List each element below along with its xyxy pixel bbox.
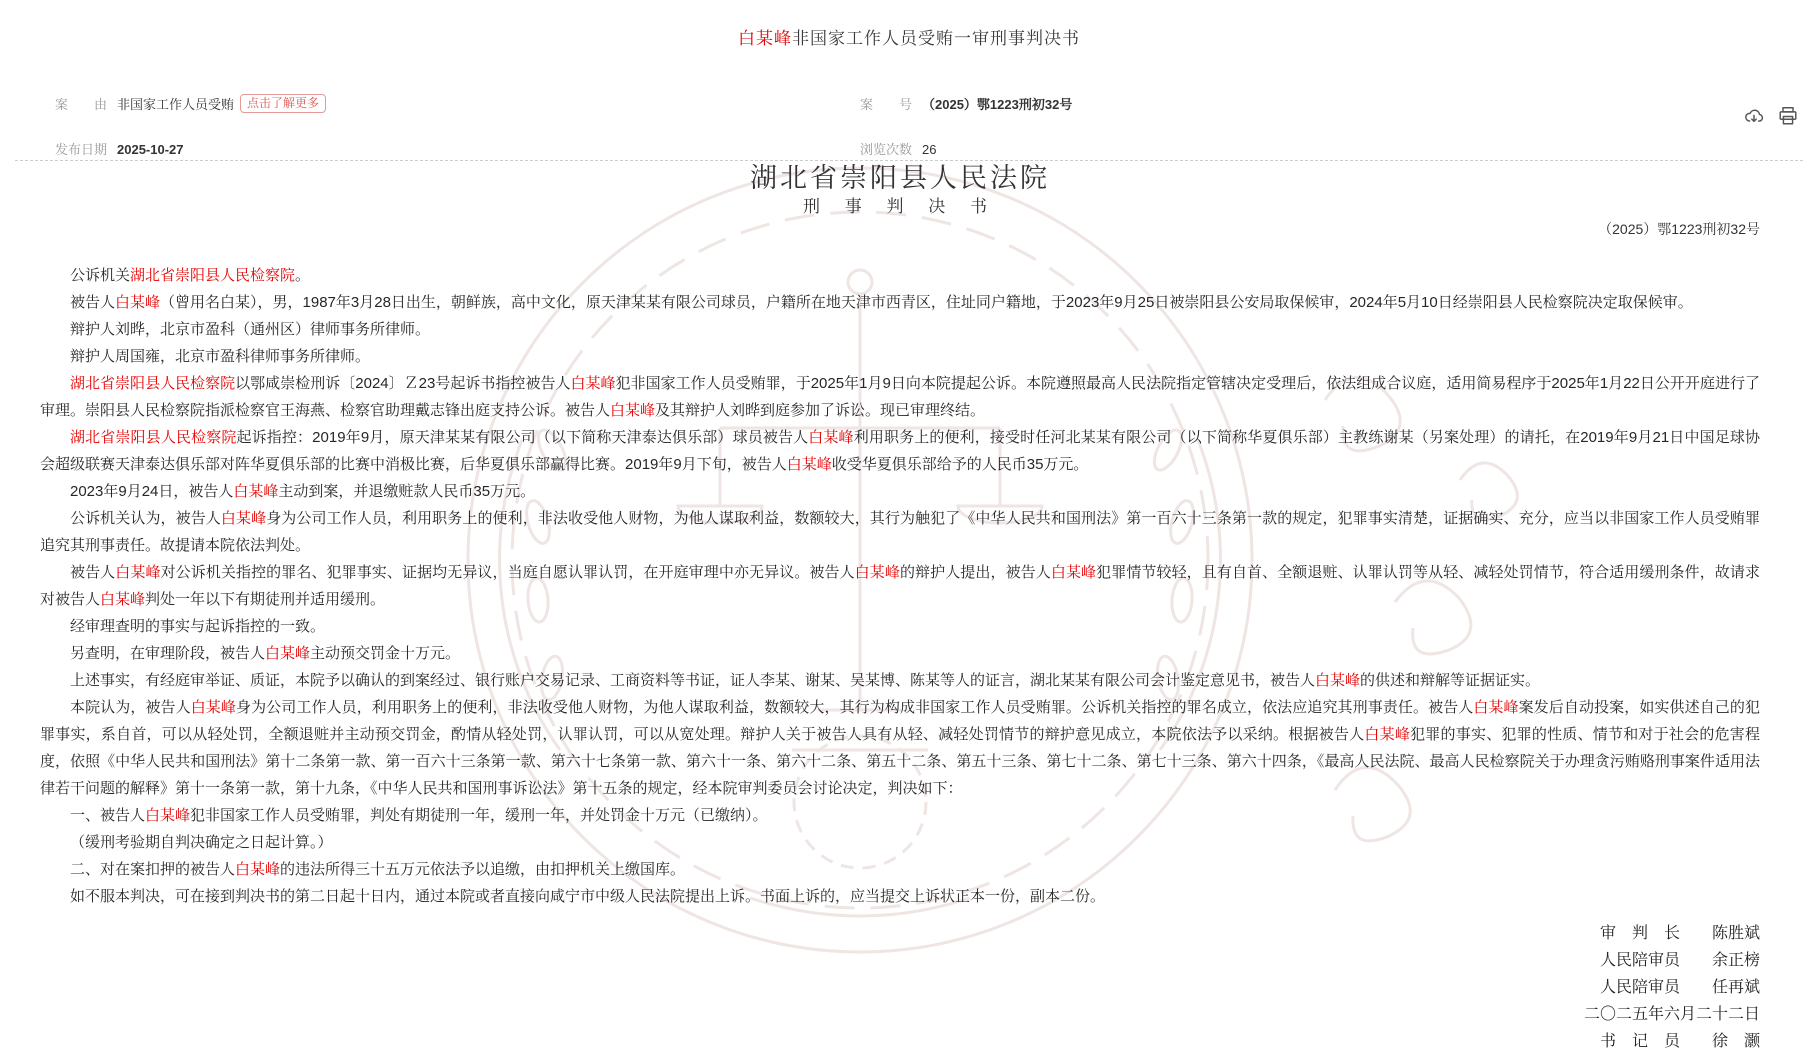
judgment-paragraph: 本院认为，被告人白某峰身为公司工作人员，利用职务上的便利，非法收受他人财物，为他人谋取利益，数额较大，其行为构成非国家工作人员受贿罪。公诉机关指控的罪名成立，依法应追究其刑事责任。被告人白某峰案发后自动投案，如实供述自己的犯罪事实，系自首，可以从轻处罚，全额退赃并主动预交罚金，酌情从轻处罚，认罪认罚，可以从宽处理。辩护人关于被告人具有从轻、减轻处罚情节的辩护意见成立，本院依法予以采纳。根据被告人白某峰犯罪的事实、犯罪的性质、情节和对于社会的危害程度，依照《中华人民共和国刑法》第十二条第一款、第一百六十三条第一款、第六十七条第一款、第六十一条、第六十二条、第五十二条、第五十三条、第七十二条、第七十三条、第六十四条，《最高人民法院、最高人民检察院关于办理贪污贿赂刑事案件适用法律若干问题的解释》第十一条第一款，第十九条，《中华人民共和国刑事诉讼法》第十五条的规定，经本院审判委员会讨论决定，判决如下： <box>40 699 1760 797</box>
judgment-paragraph: 湖北省崇阳县人民检察院起诉指控：2019年9月，原天津某某有限公司（以下简称天津泰达俱乐部）球员被告人白某峰利用职务上的便利，接受时任河北某某有限公司（以下简称华夏俱乐部）主教练谢某（另案处理）的请托，在2019年9月21日中国足球协会超级联赛天津泰达俱乐部对阵华夏俱乐部的比赛中消极比赛，后华夏俱乐部赢得比赛。2019年9月下旬，被告人白某峰收受华夏俱乐部给予的人民币35万元。 <box>40 429 1760 473</box>
judgment-document <box>40 162 1760 1055</box>
signature-gap <box>1680 952 1712 969</box>
judgment-paragraph: （缓刑考验期自判决确定之日起计算。） <box>70 834 333 851</box>
judgment-paragraph: 湖北省崇阳县人民检察院以鄂咸崇检刑诉〔2024〕Ｚ23号起诉书指控被告人白某峰犯非国家工作人员受贿罪，于2025年1月9日向本院提起公诉。本院遵照最高人民法院指定管辖决定受理后，依法组成合议庭，适用简易程序于2025年1月22日公开开庭进行了审理。崇阳县人民检察院指派检察官王海燕、检察官助理戴志锋出庭支持公诉。被告人白某峰及其辩护人刘晔到庭参加了诉讼。现已审理终结。 <box>40 375 1760 419</box>
highlighted-name: 白某峰 <box>190 699 236 716</box>
print-icon[interactable] <box>1776 104 1800 128</box>
signature-judge-line <box>40 920 1760 947</box>
signature-gap <box>1680 979 1712 996</box>
views-row <box>860 139 936 158</box>
highlighted-name: 白某峰 <box>115 294 161 311</box>
signature-name: 任再斌 <box>1711 979 1760 996</box>
judgment-paragraph: 经审理查明的事实与起诉指控的一致。 <box>70 618 326 635</box>
court-name: 湖北省崇阳县人民法院 <box>750 163 1050 193</box>
case-number-value: （2025）鄂1223刑初32号 <box>922 97 1073 112</box>
document-type: 刑 事 判 决 书 <box>803 197 997 216</box>
page-title-rest: 非国家工作人员受贿一审刑事判决书 <box>792 29 1080 48</box>
judgment-paragraph: 公诉机关湖北省崇阳县人民检察院。 <box>70 267 311 284</box>
publish-date-label: 发布日期 <box>55 142 108 157</box>
judgment-paragraph: 另查明，在审理阶段，被告人白某峰主动预交罚金十万元。 <box>70 645 461 662</box>
publish-date-row <box>55 139 184 158</box>
highlighted-name: 白某峰 <box>235 861 281 878</box>
judgment-paragraph: 二、对在案扣押的被告人白某峰的违法所得三十五万元依法予以追缴，由扣押机关上缴国库。 <box>70 861 686 878</box>
highlighted-name: 白某峰 <box>1473 699 1519 716</box>
highlighted-name: 白某峰 <box>115 564 161 581</box>
signature-name: 陈胜斌 <box>1711 925 1760 942</box>
signature-role: 审 判 长 <box>1599 925 1680 942</box>
highlighted-name: 白某峰 <box>610 402 656 419</box>
highlighted-name: 白某峰 <box>808 429 854 446</box>
highlighted-name: 白某峰 <box>786 456 832 473</box>
views-label: 浏览次数 <box>860 142 913 157</box>
highlighted-name: 白某峰 <box>220 510 267 527</box>
signature-gap <box>1680 925 1712 942</box>
highlighted-name: 白某峰 <box>854 564 900 581</box>
signature-clerk-line <box>40 1028 1760 1055</box>
signature-judge-line <box>40 947 1760 974</box>
signature-name: 徐 灏 <box>1711 1033 1760 1050</box>
metadata-divider <box>15 160 1803 161</box>
judgment-paragraph: 被告人白某峰（曾用名白某），男，1987年3月28日出生，朝鲜族，高中文化，原天津某某有限公司球员，户籍所在地天津市西青区，住址同户籍地，于2023年9月25日被崇阳县公安局取保候审，2024年5月10日经崇阳县人民检察院决定取保候审。 <box>70 294 1693 311</box>
views-value: 26 <box>922 142 937 157</box>
signature-judge-line <box>40 974 1760 1001</box>
signature-name: 余正榜 <box>1711 952 1760 969</box>
judgment-paragraph: 一、被告人白某峰犯非国家工作人员受贿罪，判处有期徒刑一年，缓刑一年，并处罚金十万元（已缴纳）。 <box>70 807 768 824</box>
judgment-paragraphs <box>40 262 1760 910</box>
case-number-row <box>860 94 1072 113</box>
case-number-label: 案 号 <box>860 97 913 112</box>
case-reason-row <box>55 94 326 113</box>
document-case-number: （2025）鄂1223刑初32号 <box>1598 221 1760 237</box>
judgment-paragraph: 辩护人刘晔，北京市盈科（通州区）律师事务所律师。 <box>70 321 431 338</box>
judgment-paragraph: 2023年9月24日，被告人白某峰主动到案，并退缴赃款人民币35万元。 <box>70 483 536 500</box>
judgment-paragraph: 如不服本判决，可在接到判决书的第二日起十日内，通过本院或者直接向咸宁市中级人民法院提出上诉。书面上诉的，应当提交上诉状正本一份，副本二份。 <box>70 888 1106 905</box>
highlighted-name: 白某峰 <box>265 645 311 662</box>
signature-role: 人民陪审员 <box>1599 952 1680 969</box>
judgment-paragraph: 公诉机关认为，被告人白某峰身为公司工作人员，利用职务上的便利，非法收受他人财物，为他人谋取利益，数额较大，其行为触犯了《中华人民共和国刑法》第一百六十三条第一款的规定，犯罪事实清楚，证据确实、充分，应当以非国家工作人员受贿罪追究其刑事责任。故提请本院依法判处。 <box>40 510 1760 554</box>
highlighted-name: 白某峰 <box>1315 672 1361 689</box>
page-toolbar <box>1742 104 1800 128</box>
case-reason-value: 非国家工作人员受贿 <box>117 97 235 112</box>
signature-gap <box>1680 1033 1712 1050</box>
signature-role: 人民陪审员 <box>1599 979 1680 996</box>
highlighted-name: 白某峰 <box>145 807 191 824</box>
download-icon[interactable] <box>1742 104 1766 128</box>
signature-role: 书 记 员 <box>1599 1033 1680 1050</box>
page-title-defendant: 白某峰 <box>738 29 792 48</box>
highlighted-name: 湖北省崇阳县人民检察院 <box>70 429 237 446</box>
learn-more-badge[interactable]: 点击了解更多 <box>240 94 326 113</box>
highlighted-name: 白某峰 <box>1364 726 1411 743</box>
page-title <box>0 24 1818 49</box>
case-reason-label: 案 由 <box>55 97 108 112</box>
signature-block <box>40 920 1760 1055</box>
highlighted-name: 湖北省崇阳县人民检察院 <box>130 267 296 284</box>
highlighted-name: 湖北省崇阳县人民检察院 <box>70 375 236 392</box>
highlighted-name: 白某峰 <box>100 591 146 608</box>
judgment-paragraph: 辩护人周国雍，北京市盈科律师事务所律师。 <box>70 348 371 365</box>
highlighted-name: 白某峰 <box>233 483 279 500</box>
judgment-paragraph: 被告人白某峰对公诉机关指控的罪名、犯罪事实、证据均无异议，当庭自愿认罪认罚，在开庭审理中亦无异议。被告人白某峰的辩护人提出，被告人白某峰犯罪情节较轻，且有自首、全额退赃、认罪认罚等从轻、减轻处罚情节，符合适用缓刑条件，故请求对被告人白某峰判处一年以下有期徒刑并适用缓刑。 <box>40 564 1760 608</box>
publish-date-value: 2025-10-27 <box>117 142 184 157</box>
signature-date: 二〇二五年六月二十二日 <box>1583 1006 1760 1023</box>
judgment-paragraph: 上述事实，有经庭审举证、质证，本院予以确认的到案经过、银行账户交易记录、工商资料等书证，证人李某、谢某、吴某博、陈某等人的证言，湖北某某有限公司会计鉴定意见书，被告人白某峰的供述和辩解等证据证实。 <box>70 672 1541 689</box>
highlighted-name: 白某峰 <box>1050 564 1097 581</box>
highlighted-name: 白某峰 <box>570 375 616 392</box>
